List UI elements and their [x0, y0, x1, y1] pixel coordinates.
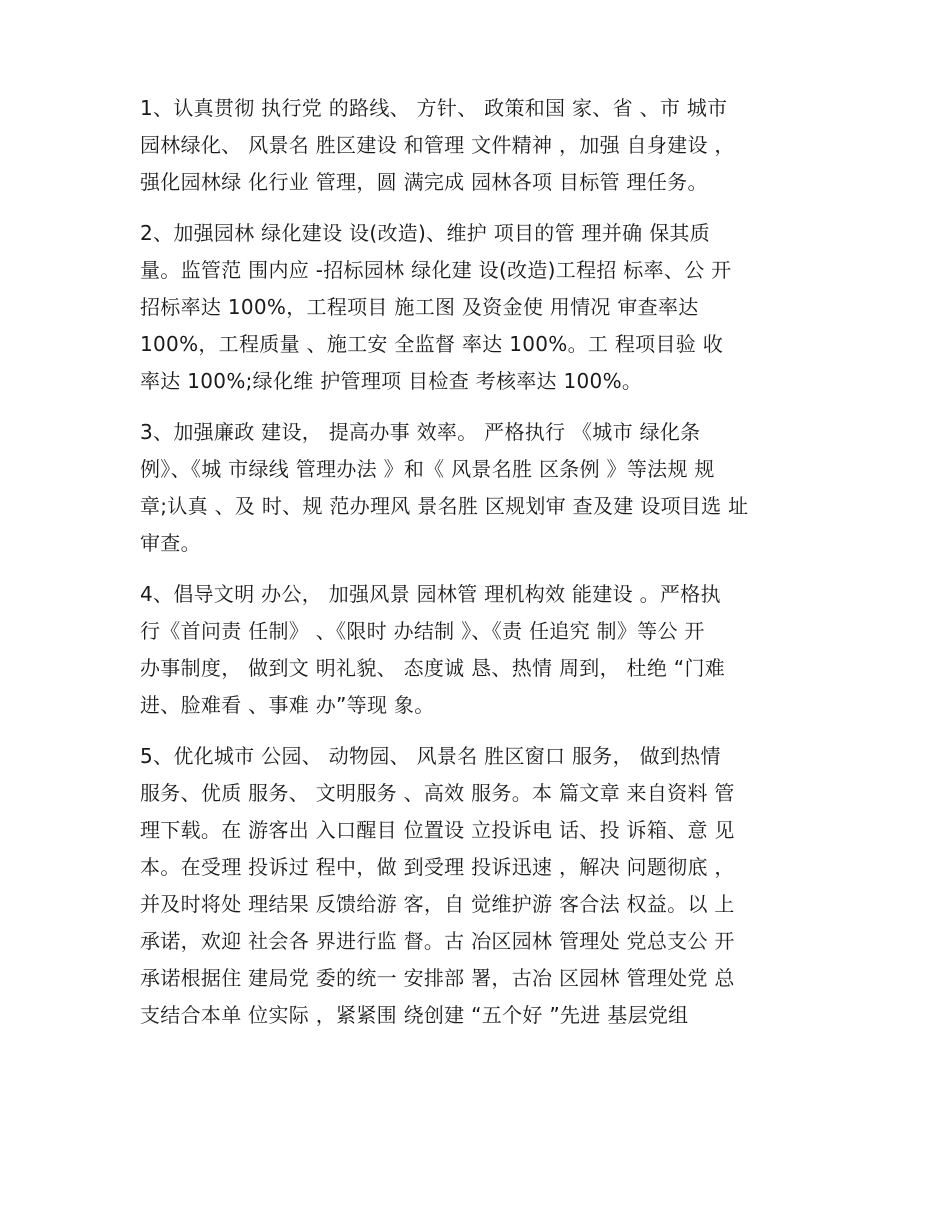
text-line: 行《首问责 任制》 、《限时 办结制 》、《责 任追究 制》等公 开	[140, 619, 705, 643]
text-line: 招标率达 100%，工程项目 施工图 及资金使 用情况 审查率达	[140, 295, 699, 319]
text-line: 章;认真 、及 时、规 范办理风 景名胜 区规划审 查及建 设项目选 址	[140, 494, 749, 518]
paragraph-2	[140, 215, 810, 400]
text-line: 5、优化城市 公园、 动物园、 风景名 胜区窗口 服务， 做到热情	[140, 744, 721, 768]
text-line: 进、脸难看 、事难 办”等现 象。	[140, 693, 435, 717]
text-line: 1、认真贯彻 执行党 的路线、 方针、 政策和国 家、省 、市 城市	[140, 96, 728, 120]
text-line: 2、加强园林 绿化建设 设(改造)、维护 项目的管 理并确 保其质	[140, 221, 711, 245]
text-line: 量。监管范 围内应 -招标园林 绿化建 设(改造)工程招 标率、公 开	[140, 258, 732, 282]
document-body	[140, 90, 810, 1048]
paragraph-5	[140, 738, 810, 1034]
text-line: 本。在受理 投诉过 程中，做 到受理 投诉迅速 ，解决 问题彻底 ，	[140, 855, 735, 879]
text-line: 并及时将处 理结果 反馈给游 客，自 觉维护游 客合法 权益。以 上	[140, 892, 735, 916]
text-line: 3、加强廉政 建设， 提高办事 效率。 严格执行 《城市 绿化条	[140, 420, 701, 444]
text-line: 4、倡导文明 办公， 加强风景 园林管 理机构效 能建设 。严格执	[140, 582, 721, 606]
text-line: 办事制度， 做到文 明礼貌、 态度诚 恳、热情 周到， 杜绝 “门难	[140, 656, 726, 680]
text-line: 承诺根据住 建局党 委的统一 安排部 署，古冶 区园林 管理处党 总	[140, 966, 735, 990]
text-line: 例》、《城 市绿线 管理办法 》和《 风景名胜 区条例 》等法规 规	[140, 457, 715, 481]
paragraph-3	[140, 414, 810, 562]
text-line: 100%，工程质量 、施工安 全监督 率达 100%。工 程项目验 收	[140, 332, 723, 356]
text-line: 强化园林绿 化行业 管理，圆 满完成 园林各项 目标管 理任务。	[140, 170, 708, 194]
text-line: 理下载。在 游客出 入口醒目 位置设 立投诉电 话、投 诉箱、意 见	[140, 818, 735, 842]
text-line: 服务、优质 服务、 文明服务 、高效 服务。本 篇文章 来自资料 管	[140, 781, 735, 805]
paragraph-4	[140, 576, 810, 724]
paragraph-1	[140, 90, 810, 201]
text-line: 支结合本单 位实际 ，紧紧围 绕创建 “五个好 ”先进 基层党组	[140, 1003, 689, 1027]
text-line: 园林绿化、 风景名 胜区建设 和管理 文件精神 ，加强 自身建设 ，	[140, 133, 735, 157]
text-line: 审查。	[140, 531, 201, 555]
text-line: 承诺，欢迎 社会各 界进行监 督。古 冶区园林 管理处 党总支公 开	[140, 929, 735, 953]
text-line: 率达 100%;绿化维 护管理项 目检查 考核率达 100%。	[140, 369, 643, 393]
